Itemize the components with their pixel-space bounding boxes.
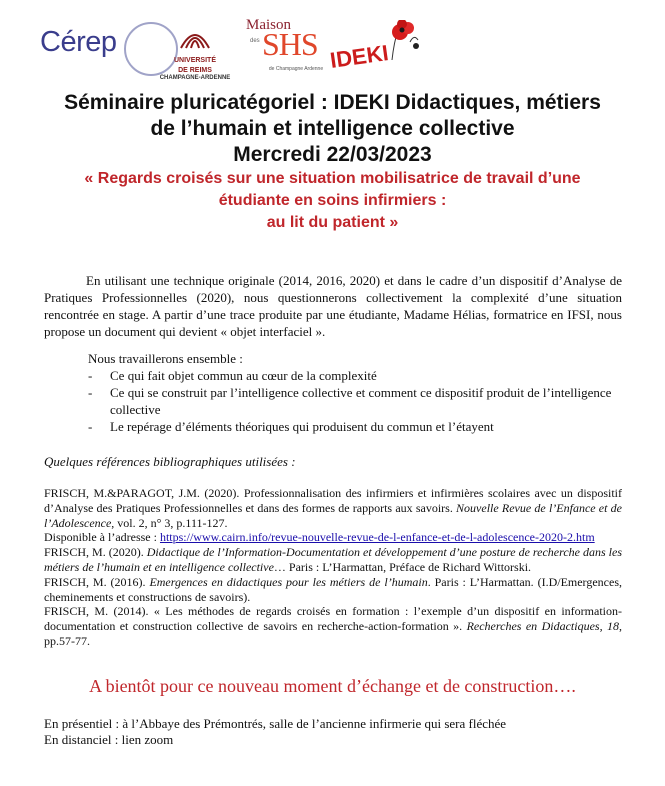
mshs-logo-maison: Maison: [246, 17, 291, 33]
reference-journal: Recherches en Didactiques, 18: [466, 619, 619, 634]
subtitle-line3: au lit du patient »: [266, 214, 399, 231]
reference-text: , vol. 2, n° 3, p.111-127.: [111, 515, 228, 530]
intro-paragraph: [44, 272, 622, 340]
work-section: [44, 350, 622, 435]
work-list: [44, 367, 622, 435]
reference-item: [44, 545, 622, 575]
mshs-logo-subtitle: de Champagne Ardenne: [268, 66, 324, 72]
mshs-logo: [246, 16, 326, 72]
reference-text: FRISCH, M. (2016).: [44, 574, 150, 589]
reference-link[interactable]: https://www.cairn.info/revue-nouvelle-revue-de-l-enfance-et-de-l-adolescence-2020-2.htm: [159, 530, 595, 545]
ideki-logo: [322, 20, 422, 80]
reference-item: [44, 575, 622, 605]
reference-text: Disponible à l’adresse :: [44, 530, 160, 545]
subtitle-line1: « Regards croisés sur une situation mobilisatrice de travail d’une: [84, 170, 581, 187]
seminar-date: Mercredi 22/03/2023: [233, 143, 432, 166]
work-intro: Nous travaillerons ensemble :: [88, 351, 243, 366]
ideki-logo-text: IDEKI: [328, 40, 391, 73]
reference-journal: Nouvelle Revue de l’Enfance et de l’Adolescence: [44, 500, 622, 530]
mshs-logo-shs: SHS: [262, 26, 318, 62]
reference-text: , pp.57-77.: [44, 619, 622, 648]
reference-text: . Paris : L’Harmattan. (I.D/Emergences, cheminements et constructions de savoirs).: [44, 574, 622, 604]
list-item: - Le repérage d’éléments théoriques qui produisent du commun et l’étayent: [88, 418, 622, 435]
reims-logo-line1: UNIVERSITÉ: [173, 57, 216, 64]
intro-text: En utilisant une technique originale (2014, 2016, 2020) et dans le cadre d’un dispositif d’Analyse de Pratiques Professionnelles (2020), nous questionnerons collectivement la complexité d’une situation rencontrée en stage. A partir d’une trace produite par une étudiante, Madame Hélias, formatrice en IFSI, nous propose un document qui devient « objet interfaciel ».: [44, 273, 622, 339]
footer-distanciel: En distanciel : lien zoom: [44, 732, 174, 747]
footer-info: [44, 716, 622, 748]
references-heading: Quelques références bibliographiques utilisées :: [44, 454, 296, 469]
cerep-logo-text: Cérep: [40, 26, 117, 58]
reference-item: [44, 486, 622, 530]
references-list: [44, 486, 622, 649]
logo-bar: [0, 14, 665, 84]
reference-text: … Paris : L’Harmattan, Préface de Richard Wittorski.: [273, 559, 532, 574]
reims-emblem-icon: [177, 20, 213, 50]
reference-text: FRISCH, M. (2020).: [44, 545, 147, 560]
reference-title: Didactique de l’Information-Documentation et développement d’une posture de recherche dans les métiers de l’humain et en intelligence collective: [44, 545, 623, 574]
reference-text: FRISCH, M. (2014). « Les méthodes de regards croisés en formation : l’exemple d’un dispositif en information-documentation et construction collective de savoirs en recherche-action-formation ».: [44, 604, 622, 634]
title-block: [0, 90, 665, 234]
list-item: - Ce qui fait objet commun au cœur de la complexité: [88, 367, 622, 384]
reims-logo-line2: DE REIMS: [178, 67, 212, 74]
seminar-title-line2: de l’humain et intelligence collective: [150, 117, 515, 140]
reims-logo-line3: CHAMPAGNE-ARDENNE: [159, 75, 231, 81]
mshs-logo-des: des: [250, 38, 260, 44]
closing-message: A bientôt pour ce nouveau moment d’échange et de construction….: [89, 676, 576, 696]
reference-title: Emergences en didactiques pour les métiers de l’humain: [149, 574, 428, 589]
reims-university-logo: [150, 20, 240, 82]
subtitle-line2: étudiante en soins infirmiers :: [218, 192, 447, 209]
cerep-logo: [40, 26, 117, 59]
list-item: - Ce qui se construit par l’intelligence collective et comment ce dispositif produit de l’intelligence collective: [88, 384, 622, 418]
reference-link-line: [44, 530, 622, 545]
reference-text: FRISCH, M.&PARAGOT, J.M. (2020). Professionnalisation des infirmiers et infirmières scolaires avec un dispositif d’Analyse des Pratiques Professionnelles et dans des formes de rapports aux savoirs.: [44, 486, 622, 515]
footer-presentiel: En présentiel : à l’Abbaye des Prémontrés, salle de l’ancienne infirmerie qui sera fléchée: [44, 716, 507, 731]
reference-item: [44, 604, 622, 648]
seminar-title-line1: Séminaire pluricatégoriel : IDEKI Didactiques, métiers: [64, 91, 601, 114]
